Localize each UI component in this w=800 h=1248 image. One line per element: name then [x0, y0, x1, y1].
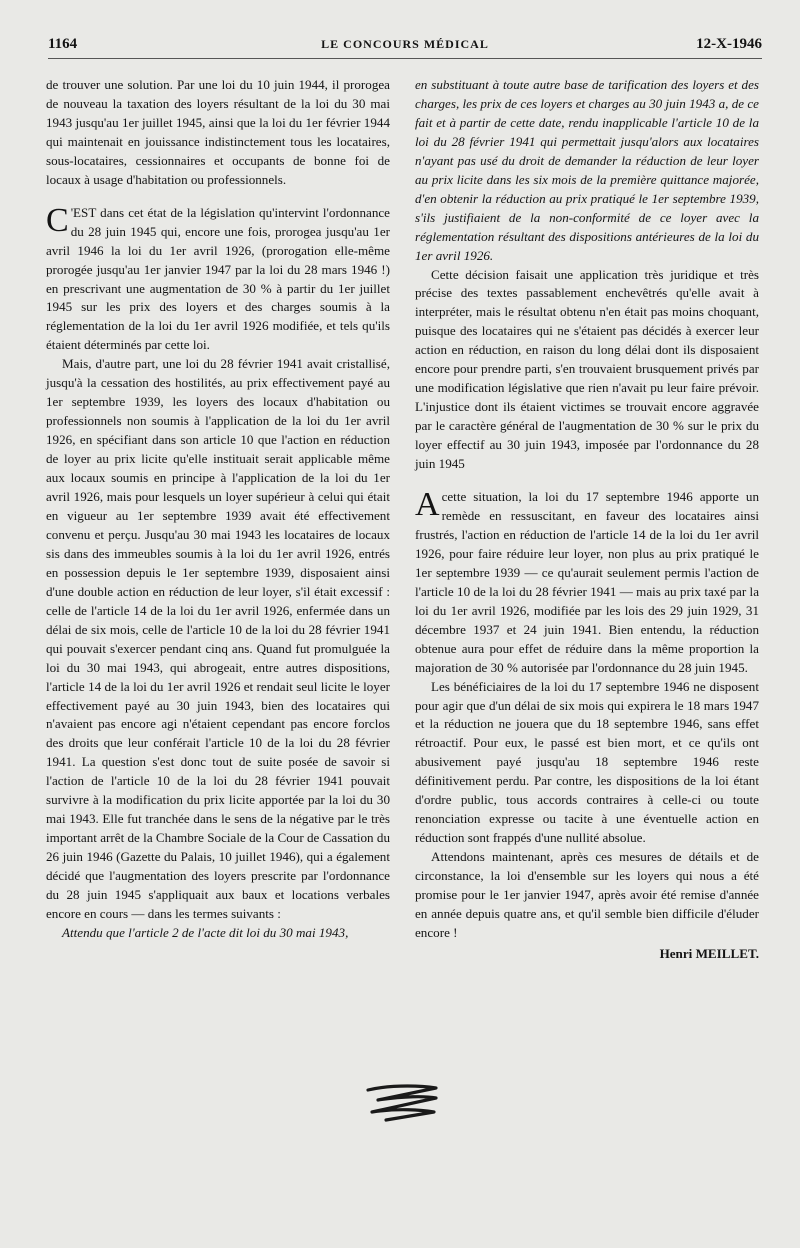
- left-paragraph-3: Mais, d'autre part, une loi du 28 février 1941 avait cristallisé, jusqu'à la cessation des hostilités, au prix effectivement payé au 1er septembre 1939, les loyers des locaux d'habitation ou professionnels non soumis à l'application de la loi du 1er avril 1926, en spécifiant dans son article 10 que l'action en réduction de loyer au prix licite qu'elle instituait serait applicable même aux locaux soumis en principe à l'application de la loi du 1er avril 1926, mais pour lesquels un loyer supérieur à celui qui était en vigueur au 1er septembre 1939 avait été effectivement convenu et perçu. Jusqu'au 30 mai 1943 les locataires de locaux sis dans des immeubles soumis à la loi du 1er avril 1926, entrés en possession depuis le 1er septembre 1939, disposaient ainsi d'une double action en réduction de leur loyer, s'il était excessif : celle de l'article 14 de la loi du 1er avril 1926, enfermée dans un délai de six mois, celle de l'article 10 de la loi du 28 février 1941 qui pouvait s'exercer pendant cinq ans. Quand fut promulguée la loi du 30 mai 1943, qui abrogeait, entre autres dispositions, l'article 14 de la loi du 1er avril 1926 et rendait seul licite le loyer effectivement payé au 30 juin 1943, bien des locataires qui n'avaient pas encore agi n'étaient cependant pas encore forclos des droits que leur conférait l'article 10 de la loi du 28 février 1941. La question s'est donc tout de suite posée de savoir si l'action de l'article 10 de la loi du 28 février 1941 pouvait survivre à la modification du prix licite apportée par la loi du 30 mai 1943. Elle fut tranchée dans le sens de la négative par le très important arrêt de la Chambre Sociale de la Cour de Cassation du 26 juin 1946 (Gazette du Palais, 10 juillet 1946), qui a également décidé que l'augmentation des loyers prescrite par l'ordonnance du 28 juin 1945 s'appliquait aux baux et locations verbales encore en cours — dans les termes suivants :: [46, 356, 390, 921]
- page-header: [48, 34, 762, 59]
- issue-date: 12-X-1946: [696, 36, 762, 52]
- left-column: [46, 76, 390, 943]
- right-paragraph-5: Attendons maintenant, après ces mesures de détails et de circonstance, la loi d'ensemble sur les loyers qui nous a été promise pour le 1er janvier 1947, après avoir été remise d'année en année depuis quatre ans, et qu'il semble bien difficile d'éluder encore !: [415, 849, 759, 940]
- journal-title: LE CONCOURS MÉDICAL: [321, 37, 489, 51]
- page-number: 1164: [48, 36, 78, 52]
- author-signature: Henri MEILLET.: [659, 945, 759, 961]
- left-paragraph-1: de trouver une solution. Par une loi du 10 juin 1944, il prorogea de nouveau la taxation des loyers résultant de la loi du 30 mai 1943 jusqu'au 1er juillet 1945, ainsi que la loi du 1er février 1944 qui maintenait en jouissance indistinctement tous les locataires, sous-locataires, cessionnaires et occupants de bonne foi de locaux à usage d'habitation ou professionnels.: [46, 77, 390, 187]
- right-paragraph-1-quote: en substituant à toute autre base de tarification des loyers et des charges, les prix de ces loyers et charges au 30 juin 1943 a, de ce fait et à partir de cette date, rendu inapplicable l'article 10 de la loi du 28 février 1941 qui permettait jusqu'alors aux locataires n'ayant pas usé du droit de demander la réduction de leur loyer au prix licite dans les six mois de la première quittance majorée, d'en obtenir la réduction au prix pratiqué le 1er septembre 1939, s'ils justifiaient de la non-conformité de ce loyer avec la réglementation résultant des dispositions antérieures de la loi du 1er avril 1926.: [415, 77, 759, 263]
- right-paragraph-3: [415, 488, 759, 678]
- drop-cap-a: A: [415, 486, 440, 524]
- right-paragraph-4: Les bénéficiaires de la loi du 17 septembre 1946 ne disposent pour agir que d'un délai de six mois qui expirera le 18 mars 1947 et la réduction ne jouera que du 18 septembre 1946, sans effet rétroactif. Pour eux, le passé est bien mort, et ce qu'ils ont abusivement payé jusqu'au 18 septembre 1946 reste définitivement perdu. Par contre, les dispositions de la loi étant d'ordre public, tous accords contraires à celle-ci ou toute renonciation expresse ou tacite à une éventuelle action en réduction sont frappés d'une nullité absolue.: [415, 678, 759, 846]
- right-column: [415, 76, 759, 964]
- end-flourish-icon: [364, 1082, 440, 1124]
- left-paragraph-2-text: 'EST dans cet état de la législation qu'intervint l'ordonnance du 28 juin 1945 qui, encore une fois, prorogea jusqu'au 1er avril 1946 la loi du 1er avril 1926, (prorogation elle-même prorogée jusqu'au 1er janvier 1947 par la loi du 28 mars 1946 !) en prescrivant une augmentation de 30 % à partir du 1er juillet 1945 sur les prix des loyers et des charges soumis à la réglementation de la loi du 1er avril 1926 modifiée, et tels qu'ils étaient déterminés par cette loi.: [46, 204, 390, 353]
- right-paragraph-3-text: cette situation, la loi du 17 septembre 1946 apporte un remède en ressuscitant, en faveur des locataires ainsi frustrés, l'action en réduction de l'article 14 de la loi du 1er avril 1926, pour faire réduire leur loyer, non plus au prix pratiqué le 1er septembre 1939 — ce qu'aurait seulement permis l'action de l'article 10 de la loi du 28 février 1941 — mais au prix taxé par la loi du 1er avril 1926, modifiée par les lois des 29 juin 1929, 31 décembre 1937 et 24 juin 1941. Bien entendu, la réduction obtenue aura pour effet de réduire dans la même proportion la majoration de 30 % autorisée par l'ordonnance du 28 juin 1945.: [415, 489, 759, 675]
- right-paragraph-2: Cette décision faisait une application très juridique et très précise des textes passablement enchevêtrés qu'elle avait à interpréter, mais le résultat obtenu n'en était pas moins choquant, puisque des locataires qui ne s'étaient pas décidés à exercer leur action en réduction, en raison du long délai dont ils disposaient encore pour prendre parti, s'en trouvaient brusquement privés par une modification législative que rien n'avait pu leur faire prévoir. L'injustice dont ils étaient victimes se trouvait encore aggravée par le caractère général de l'augmentation de 30 % sur le prix du loyer effectif au 30 juin 1943, imposée par l'ordonnance du 28 juin 1945: [415, 266, 759, 472]
- left-paragraph-4-quote: Attendu que l'article 2 de l'acte dit loi du 30 mai 1943,: [62, 924, 349, 940]
- drop-cap-c: C: [46, 201, 69, 239]
- left-paragraph-2: [46, 201, 390, 356]
